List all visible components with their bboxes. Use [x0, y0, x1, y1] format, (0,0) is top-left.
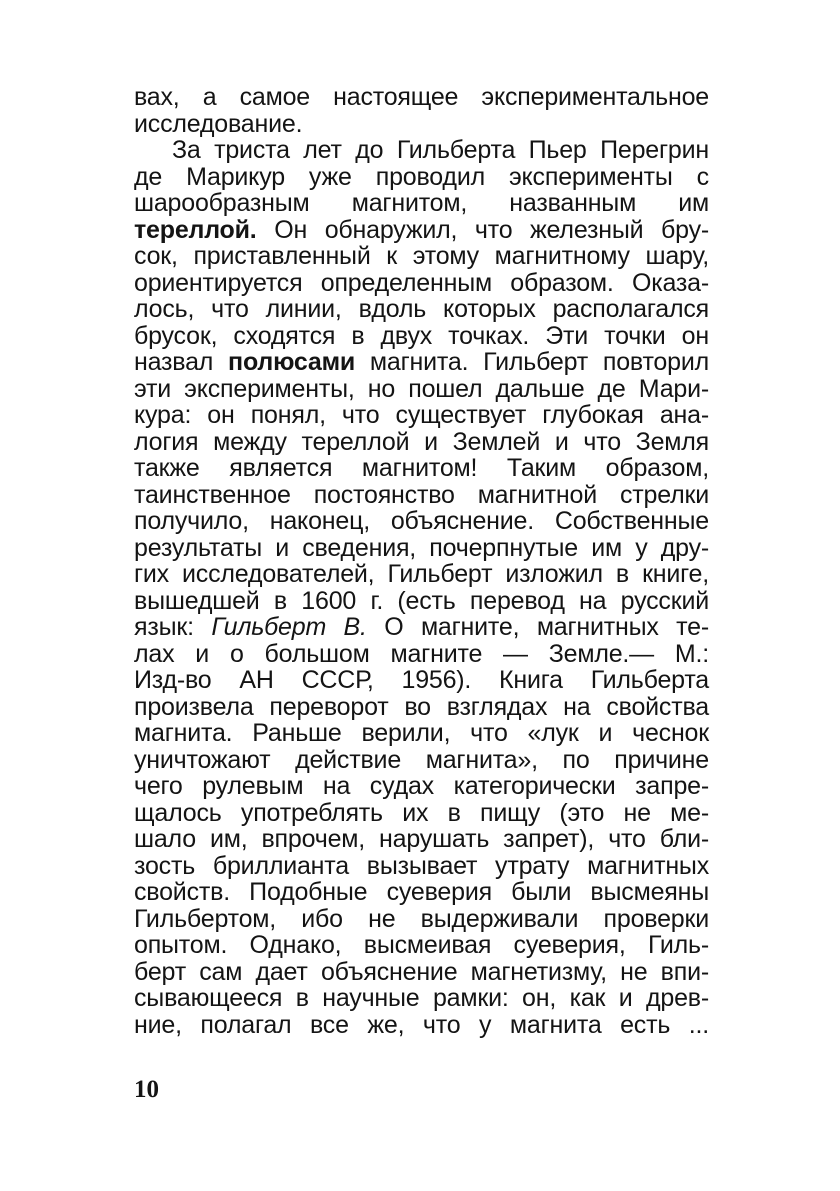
text-line: щалось употреблять их в пищу (это не ме-	[134, 798, 709, 827]
author-citation: Гильберт В.	[211, 613, 367, 641]
text-run: язык:	[134, 613, 212, 641]
text-line	[134, 349, 709, 376]
text-line: вах, а самое настоящее экспериментальное	[134, 83, 709, 111]
text-line: магнита. Раньше верили, что «лук и чеснок	[134, 719, 709, 747]
text-line: опытом. Однако, высмеивая суеверия, Гиль-	[134, 931, 709, 959]
text-line: ние, полагал все же, что у магнита есть ...	[134, 1010, 709, 1039]
text-line: уничтожают действие магнита», по причине	[134, 745, 709, 774]
text-line: Гильбертом, ибо не выдерживали проверки	[134, 904, 709, 933]
term-poles: полюсами	[228, 348, 356, 376]
body-text	[134, 84, 709, 1038]
text-run: Он обнаружил, что железный бру-	[256, 215, 709, 244]
text-line: ориентируется определенным образом. Оказа-	[134, 268, 709, 297]
text-line: берт сам дает объяснение магнетизму, не впи-	[134, 957, 709, 986]
text-line: результаты и сведения, почерпнутые им у дру-	[134, 533, 709, 562]
term-terella: тереллой.	[134, 215, 257, 244]
text-run: магнита. Гильберт повторил	[355, 348, 709, 376]
text-line: свойств. Подобные суеверия были высмеяны	[134, 878, 709, 906]
text-line: чего рулевым на судах категорически запре-	[134, 772, 709, 800]
page-number: 10	[134, 1076, 159, 1103]
text-line	[134, 614, 709, 641]
text-line: исследование.	[134, 109, 303, 138]
text-line: кура: он понял, что существует глубокая ана-	[134, 401, 709, 429]
text-line: сывающееся в научные рамки: он, как и древ-	[134, 984, 709, 1012]
text-line: зость бриллианта вызывает утрату магнитных	[134, 851, 709, 880]
text-line: шало им, впрочем, нарушать запрет), что бли-	[134, 825, 709, 853]
text-line	[134, 217, 709, 244]
text-line: получило, наконец, объяснение. Собственные	[134, 507, 709, 535]
text-line: шарообразным магнитом, названным им	[134, 189, 709, 217]
text-line: эти эксперименты, но пошел дальше де Мари-	[134, 374, 709, 403]
text-line: лось, что линии, вдоль которых располагался	[134, 295, 709, 323]
text-line: произвела переворот во взглядах на свойства	[134, 692, 709, 721]
text-line: сок, приставленный к этому магнитному шару,	[134, 242, 709, 270]
text-line: Изд-во АН СССР, 1956). Книга Гильберта	[134, 666, 709, 694]
text-line: таинственное постоянство магнитной стрелки	[134, 480, 709, 509]
text-run: О магните, магнитных те-	[366, 613, 709, 641]
text-line: За триста лет до Гильберта Пьер Перегрин	[172, 136, 709, 164]
text-run: назвал	[134, 348, 229, 376]
text-line: также является магнитом! Таким образом,	[134, 454, 709, 482]
text-line: брусок, сходятся в двух точках. Эти точки он	[134, 321, 709, 350]
text-line: лах и о большом магните — Земле.— М.:	[134, 639, 709, 668]
text-line: гих исследователей, Гильберт изложил в книге,	[134, 560, 709, 588]
text-line: логия между тереллой и Землей и что Земля	[134, 427, 709, 456]
text-line: вышедшей в 1600 г. (есть перевод на русский	[134, 586, 709, 615]
text-line: де Марикур уже проводил эксперименты с	[134, 162, 709, 191]
